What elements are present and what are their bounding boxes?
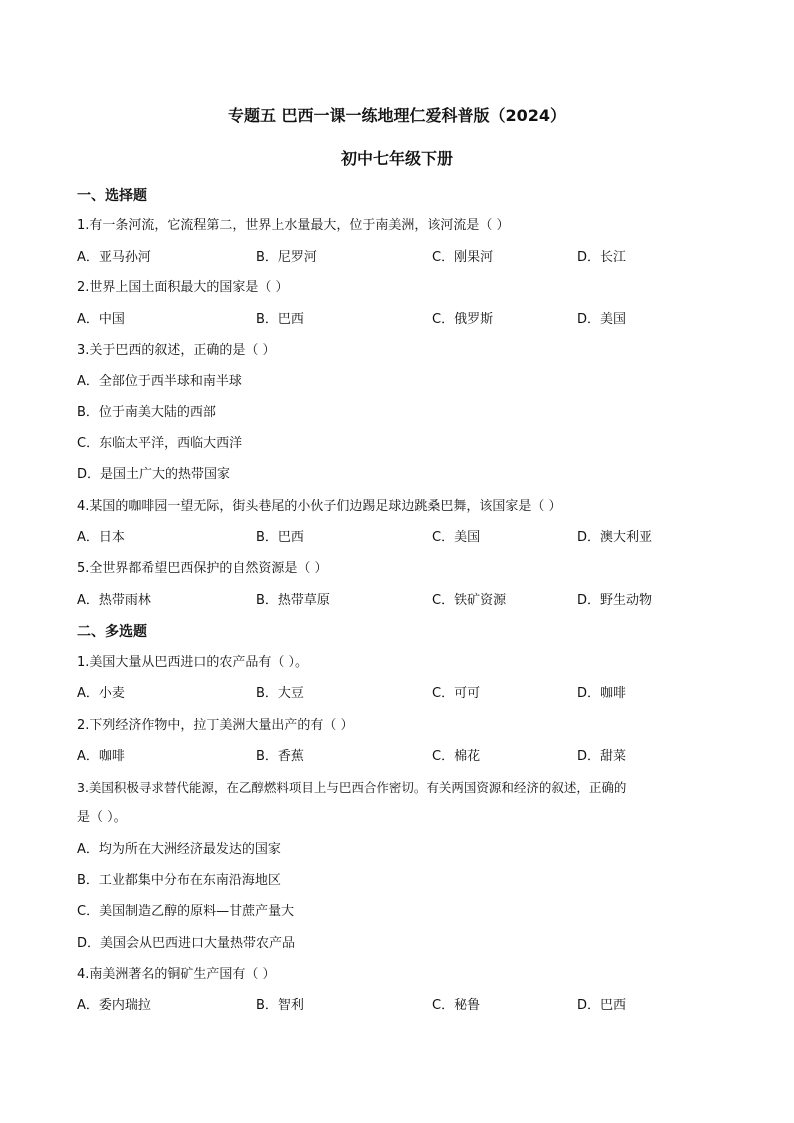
question-stem: 2.世界上国土面积最大的国家是（ ） bbox=[77, 280, 289, 295]
question-stem: 3.关于巴西的叙述，正确的是（ ） bbox=[77, 343, 276, 358]
document-subtitle: 初中七年级下册 bbox=[340, 149, 453, 168]
option-a: A．咖啡 bbox=[77, 749, 125, 764]
section-heading-single-choice: 一、选择题 bbox=[77, 188, 147, 204]
option-d: D．美国会从巴西进口大量热带农产品 bbox=[77, 936, 296, 951]
question-stem: 4.南美洲著名的铜矿生产国有（ ） bbox=[77, 967, 276, 982]
option-c: C．俄罗斯 bbox=[432, 312, 494, 327]
option-b: B．尼罗河 bbox=[256, 250, 317, 265]
option-b: B．工业都集中分布在东南沿海地区 bbox=[77, 873, 281, 888]
section-heading-multiple-choice: 二、多选题 bbox=[77, 624, 147, 640]
question-stem: 2.下列经济作物中，拉丁美洲大量出产的有（ ） bbox=[77, 718, 354, 733]
option-c: C．棉花 bbox=[432, 749, 481, 764]
option-c: C．秘鲁 bbox=[432, 998, 481, 1013]
option-d: D．巴西 bbox=[577, 998, 627, 1013]
option-a: A．日本 bbox=[77, 530, 125, 545]
question-stem: 1.美国大量从巴西进口的农产品有（ ）。 bbox=[77, 655, 309, 670]
option-b: B．智利 bbox=[256, 998, 304, 1013]
option-c: C．美国 bbox=[432, 530, 481, 545]
option-b: B．位于南美大陆的西部 bbox=[77, 405, 216, 420]
option-b: B．热带草原 bbox=[256, 593, 330, 608]
question-stem: 3.美国积极寻求替代能源，在乙醇燃料项目上与巴西合作密切。有关两国资源和经济的叙述，正确的 bbox=[77, 780, 627, 795]
option-c: C．美国制造乙醇的原料—甘蔗产量大 bbox=[77, 904, 295, 919]
option-a: A．亚马孙河 bbox=[77, 250, 151, 265]
question-stem: 1.有一条河流，它流程第二，世界上水量最大，位于南美洲，该河流是（ ） bbox=[77, 218, 510, 233]
option-c: C．可可 bbox=[432, 686, 481, 701]
option-a: A．小麦 bbox=[77, 686, 125, 701]
option-d: D．甜菜 bbox=[577, 749, 627, 764]
option-d: D．澳大利亚 bbox=[577, 530, 653, 545]
option-c: C．铁矿资源 bbox=[432, 593, 507, 608]
option-b: B．巴西 bbox=[256, 312, 304, 327]
option-a: A．全部位于西半球和南半球 bbox=[77, 374, 242, 389]
option-c: C．刚果河 bbox=[432, 250, 494, 265]
question-stem-continued: 是（ ）。 bbox=[77, 810, 127, 825]
option-d: D．美国 bbox=[577, 312, 627, 327]
option-a: A．中国 bbox=[77, 312, 125, 327]
option-b: B．香蕉 bbox=[256, 749, 304, 764]
option-d: D．长江 bbox=[577, 250, 627, 265]
option-a: A．热带雨林 bbox=[77, 593, 151, 608]
option-d: D．野生动物 bbox=[577, 593, 653, 608]
option-b: B．巴西 bbox=[256, 530, 304, 545]
option-d: D．咖啡 bbox=[577, 686, 627, 701]
question-stem: 5.全世界都希望巴西保护的自然资源是（ ） bbox=[77, 561, 328, 576]
question-stem: 4.某国的咖啡园一望无际，街头巷尾的小伙子们边踢足球边跳桑巴舞，该国家是（ ） bbox=[77, 499, 562, 514]
option-a: A．均为所在大洲经济最发达的国家 bbox=[77, 842, 281, 857]
option-a: A．委内瑞拉 bbox=[77, 998, 151, 1013]
option-d: D．是国土广大的热带国家 bbox=[77, 467, 231, 482]
option-c: C．东临太平洋，西临大西洋 bbox=[77, 436, 243, 451]
option-b: B．大豆 bbox=[256, 686, 304, 701]
document-title: 专题五 巴西一课一练地理仁爱科普版（2024） bbox=[227, 106, 567, 125]
